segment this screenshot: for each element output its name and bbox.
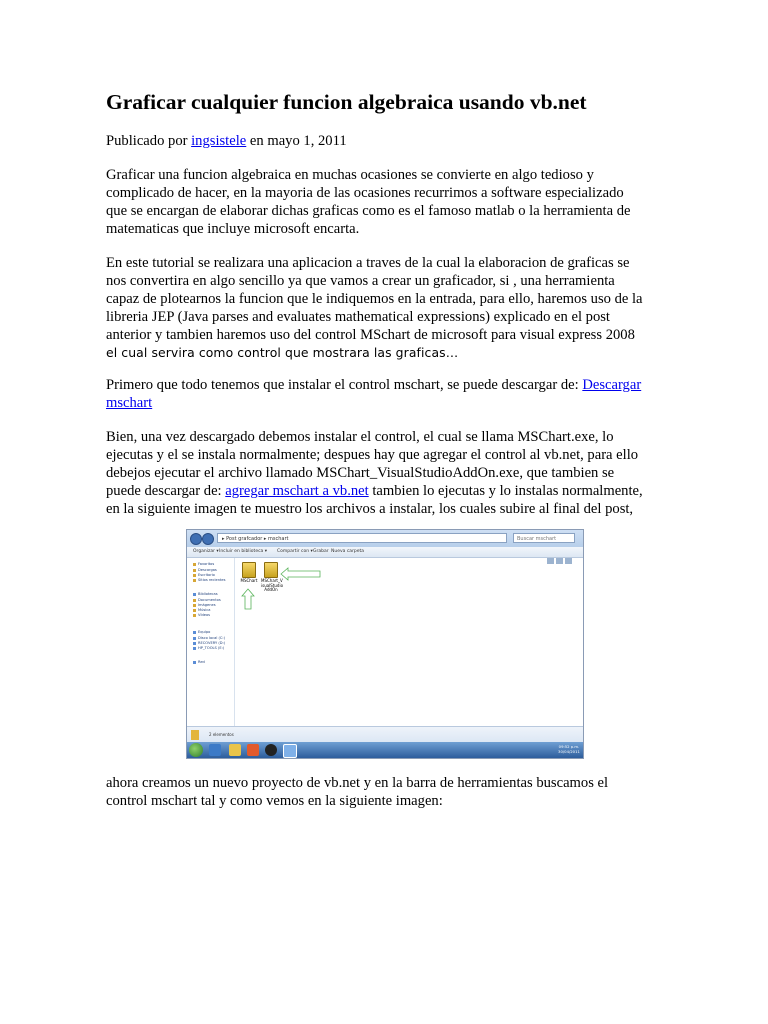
byline-date: en mayo 1, 2011 <box>246 133 347 149</box>
sidebar-item: Música <box>193 608 210 613</box>
intro-line: matematicas que incluye microsoft encarta. <box>106 221 360 237</box>
closing-line: ahora creamos un nuevo proyecto de vb.net y en la barra de herramientas buscamos el <box>106 775 609 791</box>
intro-line: que se encargan de elaborar dichas graficas como es el famoso matlab o la herramienta de <box>106 203 631 219</box>
explorer-sidebar <box>187 558 235 726</box>
add-mschart-link[interactable]: agregar mschart a vb.net <box>225 483 369 499</box>
tutorial-line: capaz de plotearnos la funcion que le indiquemos en la entrada, para ello, haremos uso de la <box>106 291 643 307</box>
sidebar-item: HP_TOOLS (E:) <box>193 646 224 651</box>
toolbar-item: Grabar <box>313 549 329 554</box>
back-icon <box>190 533 202 545</box>
file-name: MSChart <box>240 578 258 583</box>
download-mschart-link-cont[interactable]: mschart <box>106 395 153 411</box>
bien-line: en la siguiente imagen te muestro los archivos a instalar, los cuales subire al final del post, <box>106 501 634 517</box>
sidebar-item: Documentos <box>193 598 221 603</box>
tutorial-line: anterior y tambien haremos uso del control MSchart de microsoft para visual express 2008 <box>106 327 635 343</box>
sidebar-item: RECOVERY (D:) <box>193 641 225 646</box>
window-icon <box>283 744 297 758</box>
byline-prefix: Publicado por <box>106 133 192 149</box>
explorer-toolbar <box>187 547 583 558</box>
sidebar-item: Equipo <box>193 630 210 635</box>
folder-icon <box>191 730 199 740</box>
file-name: MSChart_V isualStudio AddOn <box>261 578 284 592</box>
explorer-screenshot <box>186 529 584 759</box>
ie-icon <box>209 744 221 756</box>
sidebar-item: Bibliotecas <box>193 592 218 597</box>
arrow-up-icon <box>242 589 254 609</box>
closing-line: control mschart tal y como vemos en la siguiente imagen: <box>106 793 443 809</box>
toolbar-item: Organizar ▾ <box>193 549 219 554</box>
bien-line-pre: puede descargar de: <box>106 483 226 499</box>
sidebar-item: Sitios recientes <box>193 578 225 583</box>
sidebar-item: Descargas <box>193 568 217 573</box>
install-paragraph <box>106 376 666 412</box>
bien-line: ejecutas y el se instala normalmente; despues hay que agregar el control al vb.net, para ello <box>106 447 639 463</box>
intro-line: complicado de hacer, en la mayoria de las ocasiones recurrimos a software especializado <box>106 185 624 201</box>
bien-line-post: tambien lo ejecutas y lo instalas normalmente, <box>368 483 643 499</box>
sidebar-item: Imágenes <box>193 603 216 608</box>
explorer-titlebar <box>187 530 583 547</box>
sidebar-item: Favoritos <box>193 562 214 567</box>
media-icon <box>247 744 259 756</box>
toolbar-item: Compartir con ▾ <box>277 549 313 554</box>
explorer-content <box>235 558 583 726</box>
install-text: Primero que todo tenemos que instalar el control mschart, se puede descargar de: <box>106 377 583 393</box>
sidebar-item: Escritorio <box>193 573 215 578</box>
sidebar-item: Disco local (C:) <box>193 636 225 641</box>
toolbar-item: Nueva carpeta <box>331 549 365 554</box>
tutorial-last-line: el cual servira como control que mostrara las graficas… <box>106 345 459 360</box>
author-link[interactable]: ingsistele <box>191 133 247 149</box>
status-text: 2 elementos <box>209 732 234 737</box>
windows-taskbar <box>187 742 583 758</box>
bien-line: debejos ejecutar el archivo llamado MSChart_VisualStudioAddOn.exe, que tambien se <box>106 465 615 481</box>
tutorial-line: En este tutorial se realizara una aplicacion a traves de la cual la elaboracion de graficas se <box>106 255 630 271</box>
explorer-icon <box>229 744 241 756</box>
byline <box>106 132 666 150</box>
explorer-statusbar <box>187 726 583 743</box>
intro-paragraph <box>106 166 666 238</box>
intro-line: Graficar una funcion algebraica en muchas ocasiones se convierte en algo tedioso y <box>106 167 594 183</box>
bien-paragraph <box>106 428 666 518</box>
view-buttons <box>547 549 577 555</box>
sidebar-item: Vídeos <box>193 613 210 618</box>
toolbar-item: Incluir en biblioteca ▾ <box>219 549 268 554</box>
clock: 09:52 p.m. 30/04/2011 <box>558 744 580 754</box>
annotation-arrows <box>235 558 335 618</box>
chrome-icon <box>265 744 277 756</box>
forward-icon <box>202 533 214 545</box>
closing-paragraph <box>106 774 666 810</box>
arrow-left-icon <box>281 568 320 580</box>
search-box: Buscar mschart <box>513 533 575 543</box>
article-title: Graficar cualquier funcion algebraica usando vb.net <box>106 90 587 114</box>
download-mschart-link[interactable]: Descargar <box>582 377 642 393</box>
tutorial-line: libreria JEP (Java parses and evaluates mathematical expressions) explicado en el post <box>106 309 610 325</box>
tutorial-paragraph <box>106 254 666 362</box>
tutorial-line: nos convertira en algo sencillo ya que vamos a crear un graficador, si , una herramienta <box>106 273 615 289</box>
address-bar: ▸ Post grafcador ▸ mschart <box>217 533 507 543</box>
start-button-icon <box>189 743 203 757</box>
bien-line: Bien, una vez descargado debemos instalar el control, el cual se llama MSChart.exe, lo <box>106 429 614 445</box>
sidebar-item: Red <box>193 660 205 665</box>
